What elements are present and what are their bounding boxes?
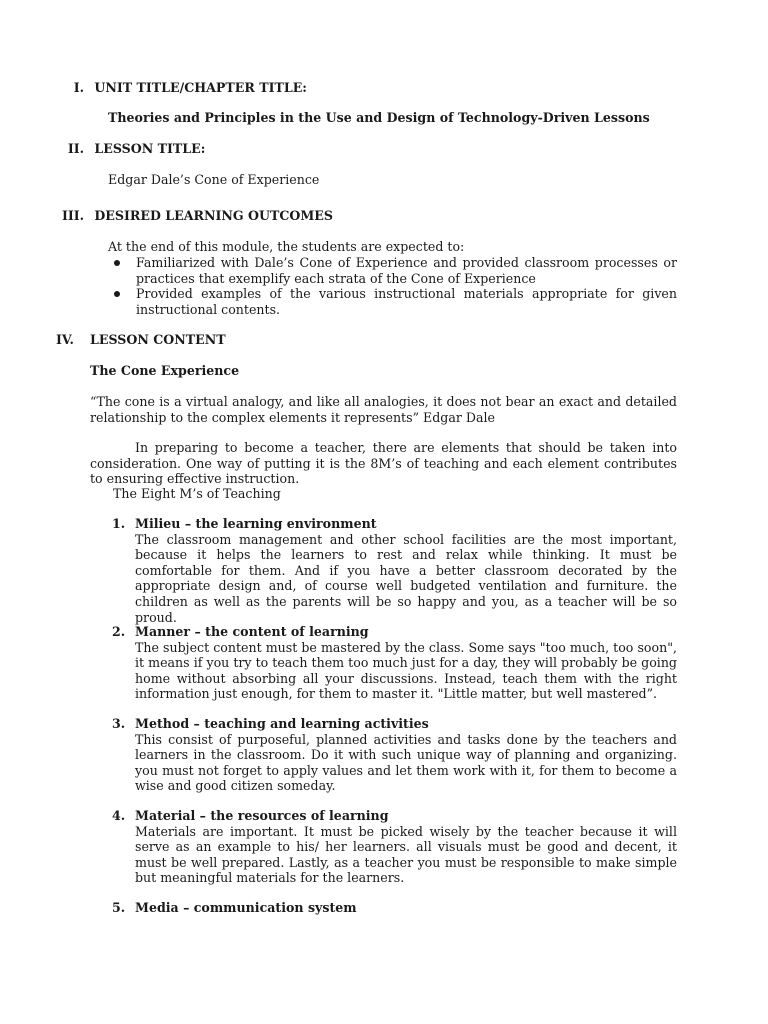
section-3-title: DESIRED LEARNING OUTCOMES xyxy=(94,208,333,223)
cone-quote: “The cone is a virtual analogy, and like all analogies, it does not bear an exact and detailed relationship to the complex elements it represents” Edgar Dale xyxy=(90,394,677,425)
section-4-heading xyxy=(56,332,226,348)
unit-title: Theories and Principles in the Use and Design of Technology-Driven Lessons xyxy=(108,110,650,125)
item-body: Materials are important. It must be picked wisely by the teacher because it will serve as an example to his/ her learners. all visuals must be good and decent, it must be well prepared. Lastly, as a teacher you must be responsible to make simple but meaningful materials for the learners. xyxy=(135,823,677,886)
item-body: This consist of purposeful, planned activities and tasks done by the teachers and learners in the classroom. Do it with such unique way of planning and organizing. you must not forget to apply values and let them work with it, for them to become a wise and good citizen someday. xyxy=(135,731,677,794)
outcomes-intro: At the end of this module, the students are expected to: xyxy=(108,239,465,254)
eight-ms-title: The Eight M’s of Teaching xyxy=(113,486,281,501)
bullet-icon xyxy=(114,291,120,297)
item-body: The classroom management and other school facilities are the most important, because it helps the learners to rest and relax while thinking. It must be comfortable for them. And if you have a better classroom decorated by the appropriate design and, of course well budgeted ventilation and furniture. the children as well as the parents will be so happy and you, as a teacher will be so proud. xyxy=(135,531,677,625)
item-heading: Milieu – the learning environment xyxy=(135,516,377,531)
list-item: 4. Material – the resources of learning Materials are important. It must be picked wisely by the teacher because it will serve as an example to his/ her learners. all visuals must be good and decent, it must be well prepared. Lastly, as a teacher you must be responsible to make simple but meaningful materials for the learners. xyxy=(112,808,677,886)
section-2-numeral: II. xyxy=(67,141,84,156)
lesson-title: Edgar Dale’s Cone of Experience xyxy=(108,172,320,187)
section-4-title: LESSON CONTENT xyxy=(90,332,226,347)
section-1-numeral: I. xyxy=(73,80,84,95)
list-item: Familiarized with Dale’s Cone of Experience and provided classroom processes or practices that exemplify each strata of the Cone of Experience xyxy=(108,255,677,286)
item-heading: Method – teaching and learning activities xyxy=(135,716,429,731)
section-2-title: LESSON TITLE: xyxy=(94,141,206,156)
item-heading: Manner – the content of learning xyxy=(135,624,369,639)
item-heading: Media – communication system xyxy=(135,900,357,915)
bullet-icon xyxy=(114,260,120,266)
list-item: 5. Media – communication system xyxy=(112,900,677,916)
list-item: 1. Milieu – the learning environment The classroom management and other school facilities are the most important, because it helps the learners to rest and relax while thinking. It must be comfortable for them. And if you have a better classroom decorated by the appropriate design and, of course well budgeted ventilation and furniture. the children as well as the parents will be so happy and you, as a teacher will be so proud. xyxy=(112,516,677,625)
outcomes-list xyxy=(108,255,677,317)
section-3-heading xyxy=(56,208,333,224)
section-4-numeral: IV. xyxy=(56,332,74,347)
section-1-title: UNIT TITLE/CHAPTER TITLE: xyxy=(94,80,307,95)
content-subtitle: The Cone Experience xyxy=(90,363,240,378)
section-2-heading xyxy=(56,141,205,157)
section-1-heading xyxy=(56,80,307,96)
list-item: 3. Method – teaching and learning activities This consist of purposeful, planned activities and tasks done by the teachers and learners in the classroom. Do it with such unique way of planning and organizing. you must not forget to apply values and let them work with it, for them to become a wise and good citizen someday. xyxy=(112,716,677,794)
section-3-numeral: III. xyxy=(61,208,84,223)
item-body: The subject content must be mastered by the class. Some says "too much, too soon", it means if you try to teach them too much just for a day, they will probably be going home without absorbing all your discussions. Instead, teach them with the right information just enough, for them to master it. "Little matter, but well mastered”. xyxy=(135,639,677,702)
list-item: 2. Manner – the content of learning The subject content must be mastered by the class. Some says "too much, too soon", it means if you try to teach them too much just for a day, they will probably be going home without absorbing all your discussions. Instead, teach them with the right information just enough, for them to master it. "Little matter, but well mastered”. xyxy=(112,624,677,702)
item-heading: Material – the resources of learning xyxy=(135,808,389,823)
list-item: Provided examples of the various instructional materials appropriate for given instructional contents. xyxy=(108,286,677,317)
intro-paragraph: In preparing to become a teacher, there are elements that should be taken into consideration. One way of putting it is the 8M’s of teaching and each element contributes to ensuring effective instruction. xyxy=(90,440,677,487)
